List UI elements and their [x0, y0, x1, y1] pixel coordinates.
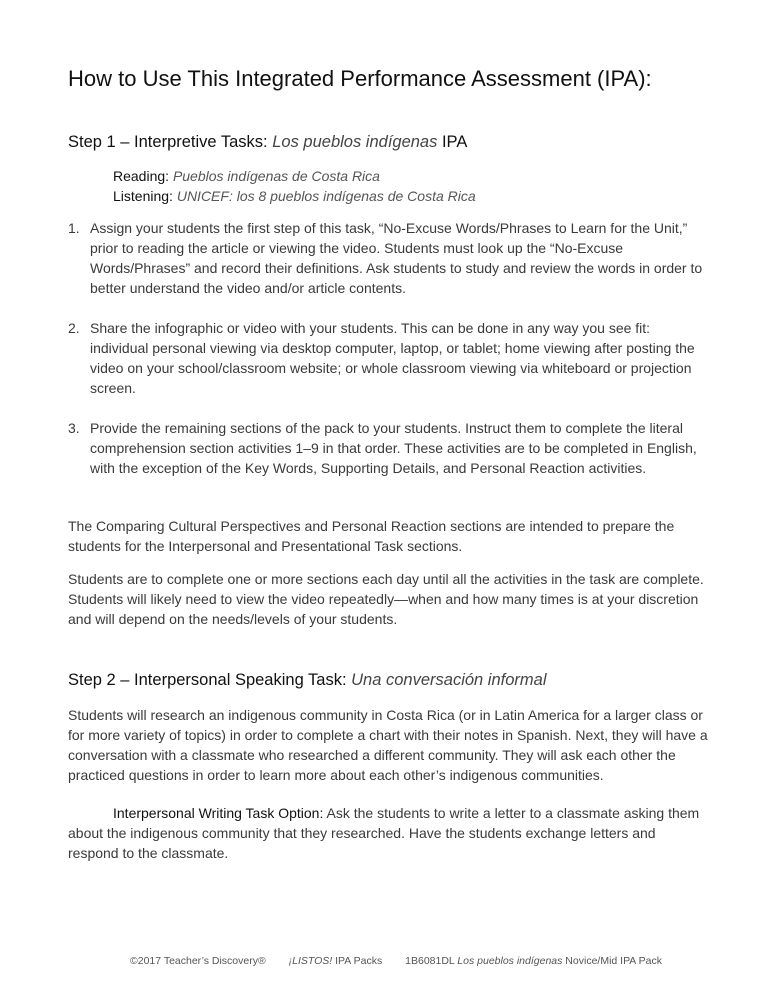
reading-value: Pueblos indígenas de Costa Rica: [172, 168, 380, 184]
step1-heading-label: Step 1 – Interpretive Tasks:: [68, 133, 268, 151]
footer-series-suffix: IPA Packs: [332, 955, 383, 967]
list-text: Provide the remaining sections of the pack to your students. Instruct them to complete the literal comprehension section activities 1–9 in that order. These activities are to be completed in English, with the exception of the Key Words, Supporting Details, and Personal Reaction activities.: [90, 420, 697, 476]
list-number: 1.: [68, 220, 80, 236]
reading-label: Reading:: [113, 168, 170, 184]
writing-option-text: Ask the students to write a letter to a classmate asking them about the indigenous community that they researched. Have the students exchange letters and respond to the classmate.: [68, 805, 700, 861]
list-number: 2.: [68, 320, 80, 336]
writing-option-label: Interpersonal Writing Task Option:: [113, 805, 324, 821]
list-text: Assign your students the first step of this task, “No-Excuse Words/Phrases to Learn for the Unit,” prior to reading the article or viewing the video. Students must look up the “No-Excuse Words/Phrases” and record their definitions. Ask students to study and review the words in order to better understand the video and/or article contents.: [90, 220, 703, 296]
step2-heading: [68, 671, 546, 690]
page-title: How to Use This Integrated Performance Assessment (IPA):: [68, 66, 652, 91]
list-item: [68, 218, 708, 298]
step1-heading-title: Los pueblos indígenas: [272, 133, 438, 151]
footer-copyright: ©2017 Teacher’s Discovery®: [130, 955, 266, 967]
list-number: 3.: [68, 420, 80, 436]
paragraph-cultural-perspectives: The Comparing Cultural Perspectives and Personal Reaction sections are intended to prepare the students for the Interpersonal and Presentational Task sections.: [68, 518, 675, 554]
list-item: [68, 318, 708, 398]
footer-series: [289, 955, 383, 967]
listening-source: [113, 186, 476, 206]
step1-heading-suffix: IPA: [437, 133, 468, 151]
step1-heading: [68, 133, 467, 152]
paragraph-completion: Students are to complete one or more sections each day until all the activities in the task are complete. Students will likely need to view the video repeatedly—when and how many times is at your discretion and will depend on the needs/levels of your students.: [68, 571, 704, 627]
reading-source: [113, 166, 380, 186]
list-text: Share the infographic or video with your students. This can be done in any way you see fit: individual personal viewing via desktop computer, laptop, or tablet; home viewing after posting the video on your school/classroom website; or whole classroom viewing via whiteboard or projection screen.: [90, 320, 695, 396]
list-item: [68, 418, 708, 478]
step2-heading-label: Step 2 – Interpersonal Speaking Task:: [68, 671, 347, 689]
listening-label: Listening:: [113, 188, 173, 204]
paragraph-writing-option: [68, 803, 708, 863]
step2-heading-title: Una conversación informal: [351, 671, 547, 689]
footer-product-suffix: Novice/Mid IPA Pack: [562, 955, 662, 967]
footer: [130, 955, 682, 967]
listening-value: UNICEF: los 8 pueblos indígenas de Costa Rica: [176, 188, 476, 204]
footer-series-name: ¡LISTOS!: [288, 955, 333, 967]
footer-product-name: Los pueblos indígenas: [457, 955, 563, 967]
paragraph-speaking-task: Students will research an indigenous community in Costa Rica (or in Latin America for a larger class or for more variety of topics) in order to complete a chart with their notes in Spanish. Next, they will have a conversation with a classmate who researched a different community. They will ask each other the practiced questions in order to learn more about each other’s indigenous communities.: [68, 707, 708, 783]
footer-product: [405, 955, 662, 967]
footer-code: 1B6081DL: [405, 955, 458, 967]
